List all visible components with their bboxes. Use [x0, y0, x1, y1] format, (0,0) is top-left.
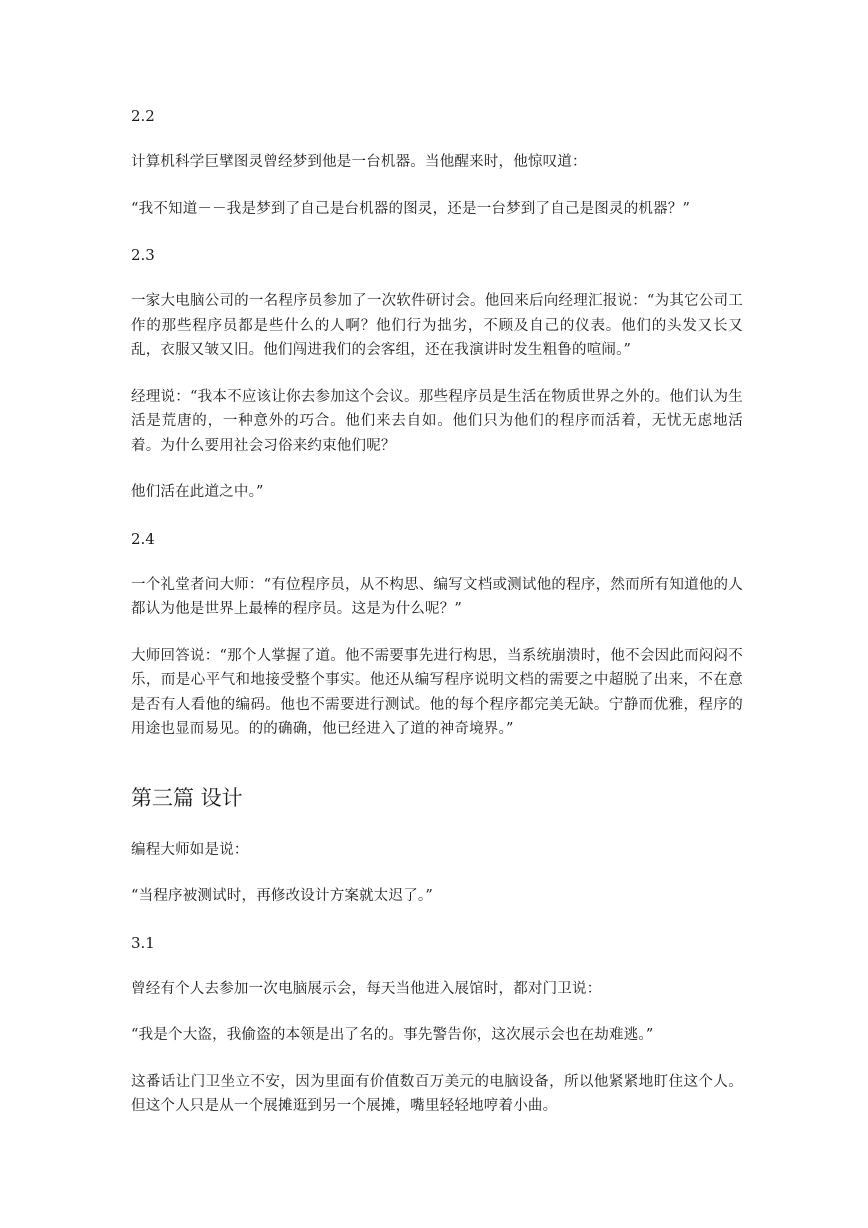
section-2-4-paragraph-1: 一个礼堂者问大师：“有位程序员，从不构思、编写文档或测试他的程序，然而所有知道他的人都认为他是世界上最棒的程序员。这是为什么呢？”: [131, 576, 743, 617]
section-3-1-paragraph-2: “我是个大盗，我偷盗的本领是出了名的。事先警告你，这次展示会也在劫难逃。”: [131, 1027, 654, 1043]
section-2-3-paragraph-3: 他们活在此道之中。”: [131, 484, 264, 500]
chapter-3-paragraph-2: “当程序被测试时，再修改设计方案就太迟了。”: [131, 888, 433, 904]
section-2-3-paragraph-2: 经理说：“我本不应该让你去参加这个会议。那些程序员是生活在物质世界之外的。他们认为生活是荒唐的，一种意外的巧合。他们来去自如。他们只为他们的程序而活着，无忧无虑地活着。为什么要用社会习俗来约束他们呢？: [131, 388, 743, 454]
section-2-2-paragraph-1: 计算机科学巨擘图灵曾经梦到他是一台机器。当他醒来时，他惊叹道：: [131, 154, 587, 170]
section-2-3-paragraph-1: 一家大电脑公司的一名程序员参加了一次软件研讨会。他回来后向经理汇报说：“为其它公司工作的那些程序员都是些什么的人啊？他们行为拙劣，不顾及自己的仪表。他们的头发又长又乱，衣服又皱又旧。他们闯进我们的会客组，还在我演讲时发生粗鲁的喧闹。”: [131, 293, 743, 358]
section-3-1-number: 3.1: [131, 933, 155, 952]
section-2-2-number: 2.2: [131, 107, 155, 125]
section-2-4-paragraph-2: 大师回答说：“那个人掌握了道。他不需要事先进行构思，当系统崩溃时，他不会因此而闷闷不乐，而是心平气和地接受整个事实。他还从编写程序说明文档的需要之中超脱了出来，不在意是否有人看他的编码。他也不需要进行测试。他的每个程序都完美无缺。宁静而优雅，程序的用途也显而易见。的的确确，他已经进入了道的神奇境界。”: [131, 647, 743, 737]
document-page: [131, 104, 743, 1141]
section-2-4-number: 2.4: [131, 529, 155, 548]
section-2-2-paragraph-2: “我不知道－－我是梦到了自己是台机器的图灵，还是一台梦到了自己是图灵的机器？”: [131, 200, 691, 217]
section-3-1-paragraph-1: 曾经有个人去参加一次电脑展示会，每天当他进入展馆时，都对门卫说：: [131, 980, 602, 997]
chapter-3-title: 第三篇 设计: [131, 785, 243, 810]
chapter-3-paragraph-1: 编程大师如是说：: [131, 841, 249, 858]
section-3-1-paragraph-3: 这番话让门卫坐立不安，因为里面有价值数百万美元的电脑设备，所以他紧紧地盯住这个人。但这个人只是从一个展摊逛到另一个展摊，嘴里轻轻地哼着小曲。: [131, 1073, 743, 1114]
section-2-3-number: 2.3: [131, 246, 155, 264]
